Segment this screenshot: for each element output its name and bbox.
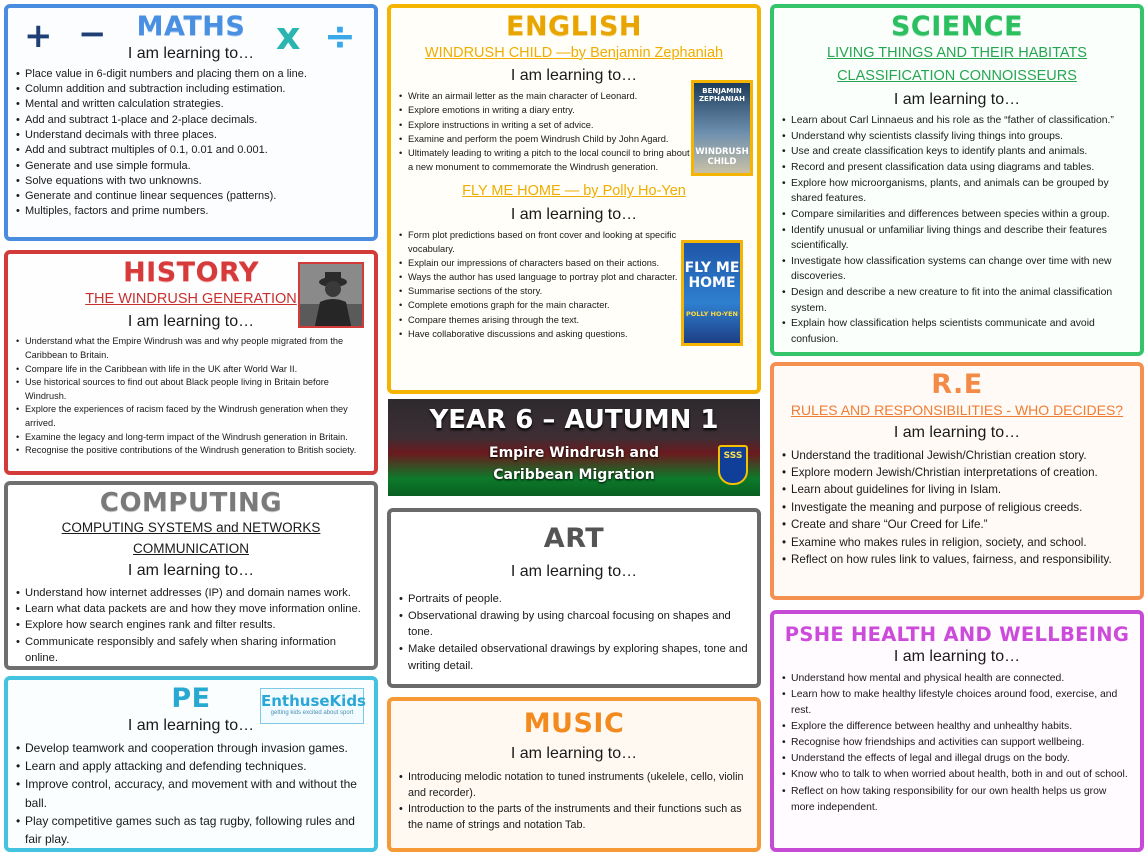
list-item: • Explore emotions in writing a diary entry. xyxy=(399,103,695,117)
list-item: • Solve equations with two unknowns. xyxy=(16,174,366,189)
computing-subtitle-communication: COMMUNICATION xyxy=(133,540,249,556)
art-list xyxy=(399,591,749,675)
windrush-child-book-cover xyxy=(691,80,753,176)
science-panel xyxy=(770,4,1144,356)
english-book2-learning-heading: I am learning to… xyxy=(510,205,638,223)
english-book1-heading: WINDRUSH CHILD —by Benjamin Zephaniah xyxy=(424,44,724,61)
pe-panel xyxy=(4,676,378,852)
cover-author: POLLY HO-YEN xyxy=(686,310,738,319)
list-item: • Introduction to the parts of the instruments and their functions such as the name of strings and notation Tab. xyxy=(399,801,749,833)
list-item: • Observational drawing by using charcoal focusing on shapes and tone. xyxy=(399,608,749,642)
minus-icon: − xyxy=(78,14,107,54)
list-item: • Generate and use simple formula. xyxy=(16,159,366,174)
science-list xyxy=(782,113,1132,347)
english-book1-learning-heading: I am learning to… xyxy=(510,67,638,85)
list-item: • Ways the author has used language to portray plot and character. xyxy=(399,270,687,284)
list-item: • Explore the difference between healthy and unhealthy habits. xyxy=(782,719,1132,735)
list-item: • Complete emotions graph for the main character. xyxy=(399,298,687,312)
list-item: • Develop teamwork and cooperation through invasion games. xyxy=(16,739,366,757)
english-book1-list xyxy=(399,89,695,174)
list-item: • Reflect on how taking responsibility for our own health helps us grow more independent. xyxy=(782,784,1132,816)
science-subtitle-classification: CLASSIFICATION CONNOISSEURS xyxy=(837,67,1077,84)
logo-tagline: getting kids excited about sport xyxy=(270,710,354,716)
list-item: • Mental and written calculation strategies. xyxy=(16,97,366,112)
list-item: • Generate and continue linear sequences (patterns). xyxy=(16,189,366,204)
list-item: • Explore the experiences of racism faced by the Windrush generation when they arrived. xyxy=(16,403,366,430)
maths-learning-heading: I am learning to… xyxy=(127,44,255,62)
list-item: • Add and subtract 1-place and 2-place decimals. xyxy=(16,113,366,128)
list-item: • Ultimately leading to writing a pitch to the local council to bring about a new monument to commemorate the Windrush generation. xyxy=(399,146,695,174)
banner-title: YEAR 6 – AUTUMN 1 xyxy=(429,405,719,435)
art-learning-heading: I am learning to… xyxy=(510,562,638,580)
list-item: • Improve control, accuracy, and movement with and without the ball. xyxy=(16,775,366,811)
list-item: • Learn about guidelines for living in Islam. xyxy=(782,481,1132,498)
history-panel xyxy=(4,250,378,475)
list-item: • Reflect on how rules link to values, fairness, and responsibility. xyxy=(782,551,1132,568)
history-learning-heading: I am learning to… xyxy=(127,313,255,331)
list-item: • Design and describe a new creature to fit into the animal classification system. xyxy=(782,285,1132,316)
history-subtitle: THE WINDRUSH GENERATION xyxy=(85,290,297,307)
computing-title: COMPUTING xyxy=(99,488,283,518)
list-item: • Learn and apply attacking and defending techniques. xyxy=(16,757,366,775)
list-item: • Learn about Carl Linnaeus and his role as the “father of classification.” xyxy=(782,113,1132,129)
science-subtitle-habitats: LIVING THINGS AND THEIR HABITATS xyxy=(827,44,1087,61)
list-item: • Understand the traditional Jewish/Christian creation story. xyxy=(782,447,1132,464)
list-item: • Portraits of people. xyxy=(399,591,749,608)
list-item: • Recognise the positive contributions of the Windrush generation to British society. xyxy=(16,444,366,458)
computing-subtitle-systems: COMPUTING SYSTEMS and NETWORKS xyxy=(61,519,321,535)
list-item: • Have collaborative discussions and asking questions. xyxy=(399,327,687,341)
maths-list xyxy=(16,67,366,220)
divide-icon: ÷ xyxy=(324,14,356,58)
re-panel xyxy=(770,362,1144,600)
fly-me-home-book-cover xyxy=(681,240,743,346)
list-item: • Form plot predictions based on front cover and looking at specific vocabulary. xyxy=(399,228,687,256)
re-subtitle: RULES AND RESPONSIBILITIES - WHO DECIDES? xyxy=(790,401,1124,418)
list-item: • Communicate responsibly and safely when sharing information online. xyxy=(16,634,366,667)
pshe-panel xyxy=(770,610,1144,852)
windrush-passenger-photo xyxy=(298,262,364,328)
banner-subtitle-line2: Caribbean Migration xyxy=(493,467,655,483)
computing-list xyxy=(16,585,366,667)
list-item: • Identify unusual or unfamiliar living things and describe their features scientifically. xyxy=(782,223,1132,254)
list-item: • Know who to talk to when worried about health, both in and out of school. xyxy=(782,767,1132,783)
list-item: • Understand decimals with three places. xyxy=(16,128,366,143)
pe-list xyxy=(16,739,366,848)
list-item: • Investigate how classification systems can change over time with new discoveries. xyxy=(782,254,1132,285)
re-list xyxy=(782,447,1132,569)
english-title: ENGLISH xyxy=(506,11,642,42)
music-learning-heading: I am learning to… xyxy=(510,744,638,762)
list-item: • Understand the effects of legal and illegal drugs on the body. xyxy=(782,751,1132,767)
english-panel xyxy=(387,4,761,394)
list-item: • Play competitive games such as tag rugby, following rules and fair play. xyxy=(16,812,366,848)
list-item: • Examine the legacy and long-term impact of the Windrush generation in Britain. xyxy=(16,431,366,445)
list-item: • Record and present classification data using diagrams and tables. xyxy=(782,160,1132,176)
science-title: SCIENCE xyxy=(890,11,1024,42)
list-item: • Understand why scientists classify living things into groups. xyxy=(782,129,1132,145)
pe-learning-heading: I am learning to… xyxy=(127,716,255,734)
art-panel xyxy=(387,508,761,688)
pe-title: PE xyxy=(171,683,211,714)
logo-text: EnthuseKids xyxy=(261,692,366,710)
list-item: • Explain our impressions of characters based on their actions. xyxy=(399,256,687,270)
list-item: • Explore instructions in writing a set of advice. xyxy=(399,118,695,132)
multiply-icon: x xyxy=(276,14,301,58)
music-title: MUSIC xyxy=(523,708,625,739)
list-item: • Understand how mental and physical health are connected. xyxy=(782,671,1132,687)
banner-subtitle-line1: Empire Windrush and xyxy=(489,445,659,461)
list-item: • Introducing melodic notation to tuned instruments (ukelele, cello, violin and recorder). xyxy=(399,769,749,801)
list-item: • Explain how classification helps scientists communicate and avoid confusion. xyxy=(782,316,1132,347)
art-title: ART xyxy=(543,523,605,554)
pshe-learning-heading: I am learning to… xyxy=(893,648,1021,666)
plus-icon: + xyxy=(24,16,53,56)
computing-panel xyxy=(4,481,378,670)
list-item: • Multiples, factors and prime numbers. xyxy=(16,204,366,219)
list-item: • Recognise how friendships and activities can support wellbeing. xyxy=(782,735,1132,751)
list-item: • Column addition and subtraction including estimation. xyxy=(16,82,366,97)
list-item: • Use and create classification keys to identify plants and animals. xyxy=(782,144,1132,160)
list-item: • Understand how internet addresses (IP) and domain names work. xyxy=(16,585,366,601)
list-item: • Compare life in the Caribbean with life in the UK after World War II. xyxy=(16,363,366,377)
pshe-list xyxy=(782,671,1132,816)
list-item: • Add and subtract multiples of 0.1, 0.01 and 0.001. xyxy=(16,143,366,158)
list-item: • Examine and perform the poem Windrush Child by John Agard. xyxy=(399,132,695,146)
list-item: • Examine who makes rules in religion, society, and school. xyxy=(782,534,1132,551)
cover-title: FLY ME HOME xyxy=(684,260,740,291)
school-crest-icon xyxy=(718,445,748,485)
list-item: • Explore modern Jewish/Christian interpretations of creation. xyxy=(782,464,1132,481)
english-book2-heading: FLY ME HOME — by Polly Ho-Yen xyxy=(462,183,686,200)
list-item: • Explore how microorganisms, plants, and animals can be grouped by shared features. xyxy=(782,176,1132,207)
term-banner xyxy=(388,399,760,496)
re-title: R.E xyxy=(931,369,983,400)
list-item: • Compare similarities and differences between species within a group. xyxy=(782,207,1132,223)
list-item: • Explore how search engines rank and filter results. xyxy=(16,617,366,633)
list-item: • Summarise sections of the story. xyxy=(399,284,687,298)
list-item: • Use historical sources to find out about Black people living in Britain before Windrush. xyxy=(16,376,366,403)
enthuse-kids-logo xyxy=(260,688,364,724)
list-item: • Place value in 6-digit numbers and placing them on a line. xyxy=(16,67,366,82)
pshe-title: PSHE HEALTH AND WELLBEING xyxy=(784,623,1130,646)
cover-title: WINDRUSH CHILD xyxy=(695,147,749,167)
music-panel xyxy=(387,697,761,852)
history-title: HISTORY xyxy=(123,257,259,288)
re-learning-heading: I am learning to… xyxy=(893,424,1021,442)
list-item: • Write an airmail letter as the main character of Leonard. xyxy=(399,89,695,103)
history-list xyxy=(16,335,366,457)
science-learning-heading: I am learning to… xyxy=(893,91,1021,109)
cover-author: BENJAMIN ZEPHANIAH xyxy=(698,87,745,103)
list-item: • Learn how to make healthy lifestyle choices around food, exercise, and rest. xyxy=(782,687,1132,719)
list-item: • Understand what the Empire Windrush was and why people migrated from the Caribbean to Britain. xyxy=(16,335,366,362)
maths-panel xyxy=(4,4,378,241)
list-item: • Investigate the meaning and purpose of religious creeds. xyxy=(782,499,1132,516)
english-book2-list xyxy=(399,228,687,341)
list-item: • Compare themes arising through the text. xyxy=(399,313,687,327)
list-item: • Make detailed observational drawings by exploring shapes, tone and writing detail. xyxy=(399,641,749,675)
computing-learning-heading: I am learning to… xyxy=(127,562,255,580)
maths-title: MATHS xyxy=(136,11,246,42)
badge-text: SSS xyxy=(723,451,743,461)
list-item: • Learn what data packets are and how they move information online. xyxy=(16,601,366,617)
music-list xyxy=(399,769,749,834)
list-item: • Create and share “Our Creed for Life.” xyxy=(782,516,1132,533)
